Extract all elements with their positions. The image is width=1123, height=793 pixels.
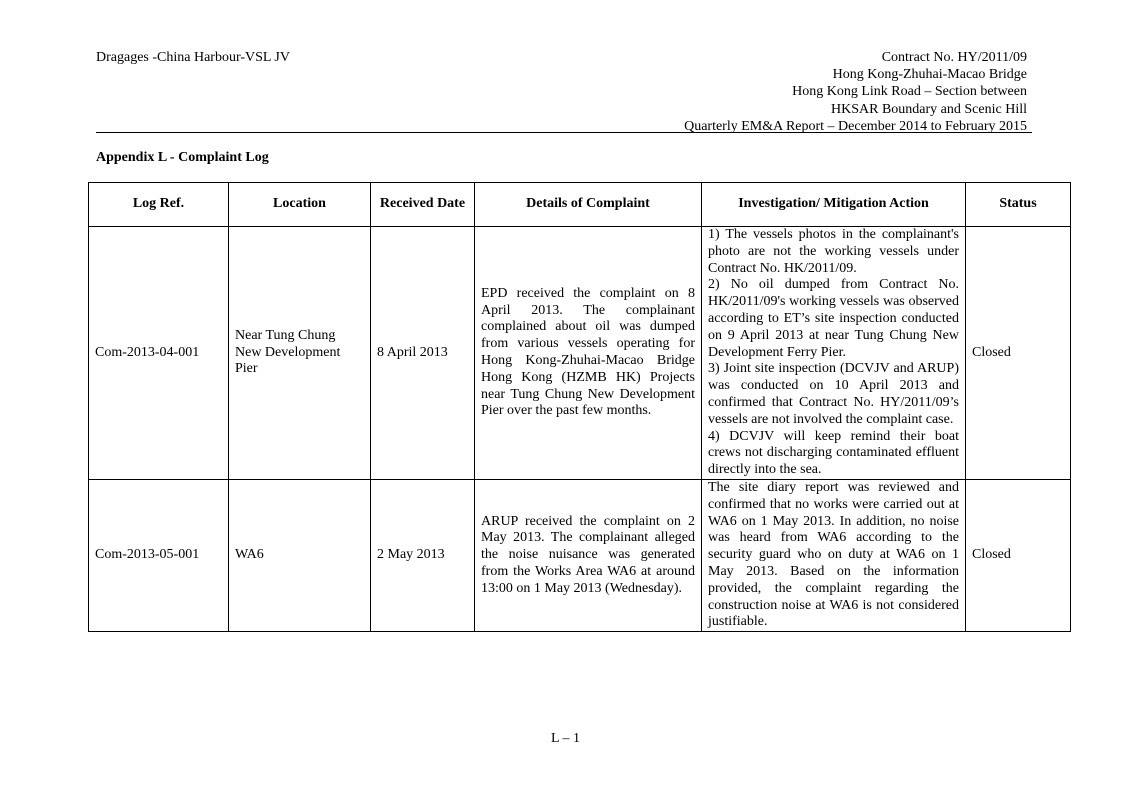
column-header-status: Status	[966, 183, 1071, 227]
action-item: 4) DCVJV will keep remind their boat crews not discharging contaminated effluent directly into the sea.	[708, 428, 959, 478]
received-date-cell: 2 May 2013	[371, 479, 475, 631]
column-header-received-date: Received Date	[371, 183, 475, 227]
details-cell: EPD received the complaint on 8 April 2013. The complainant complained about oil was dumped from various vessels operating for Hong Kong-Zhuhai-Macao Bridge Hong Kong (HZMB HK) Projects near Tung Chung New Development Pier over the past few months.	[475, 227, 702, 480]
received-date-cell: 8 April 2013	[371, 227, 475, 480]
project-name: Hong Kong-Zhuhai-Macao Bridge	[832, 67, 1027, 83]
header-divider	[96, 132, 1032, 133]
action-item: 3) Joint site inspection (DCVJV and ARUP) was conducted on 10 April 2013 and confirmed that Contract No. HY/2011/09’s vessels are not involved the complaint case.	[708, 361, 959, 427]
action-cell: The site diary report was reviewed and confirmed that no works were carried out at WA6 on 1 May 2013. In addition, no noise was heard from WA6 according to the security guard who on duty at WA6 on 1 May 2013. Based on the information provided, the complaint regarding the construction noise at WA6 is not considered justifiable.	[702, 479, 966, 631]
column-header-action: Investigation/ Mitigation Action	[702, 183, 966, 227]
column-header-details: Details of Complaint	[475, 183, 702, 227]
page-number: L – 1	[551, 731, 581, 746]
table-row	[89, 479, 1071, 631]
complaint-log-table	[88, 182, 1071, 632]
table-row	[89, 227, 1071, 480]
location-cell: Near Tung Chung New Development Pier	[229, 227, 371, 480]
action-item: 1) The vessels photos in the complainant's photo are not the working vessels under Contract No. HK/2011/09.	[708, 227, 959, 276]
appendix-title: Appendix L - Complaint Log	[96, 150, 269, 165]
action-cell	[702, 227, 966, 480]
log-ref-cell: Com-2013-04-001	[89, 227, 229, 480]
status-cell: Closed	[966, 479, 1071, 631]
company-name: Dragages -China Harbour-VSL JV	[96, 50, 290, 65]
column-header-log-ref: Log Ref.	[89, 183, 229, 227]
action-item: 2) No oil dumped from Contract No. HK/2011/09's working vessels was observed according to ET’s site inspection conducted on 9 April 2013 at near Tung Chung New Development Ferry Pier.	[708, 277, 959, 360]
contract-header	[607, 49, 1027, 135]
project-section: Hong Kong Link Road – Section between	[792, 84, 1027, 100]
project-section-extent: HKSAR Boundary and Scenic Hill	[831, 101, 1027, 117]
column-header-location: Location	[229, 183, 371, 227]
location-cell: WA6	[229, 479, 371, 631]
status-cell: Closed	[966, 227, 1071, 480]
contract-number: Contract No. HY/2011/09	[881, 50, 1027, 65]
table-header-row	[89, 183, 1071, 227]
report-period: Quarterly EM&A Report – December 2014 to February 2015	[684, 118, 1027, 134]
log-ref-cell: Com-2013-05-001	[89, 479, 229, 631]
details-cell: ARUP received the complaint on 2 May 2013. The complainant alleged the noise nuisance was generated from the Works Area WA6 at around 13:00 on 1 May 2013 (Wednesday).	[475, 479, 702, 631]
